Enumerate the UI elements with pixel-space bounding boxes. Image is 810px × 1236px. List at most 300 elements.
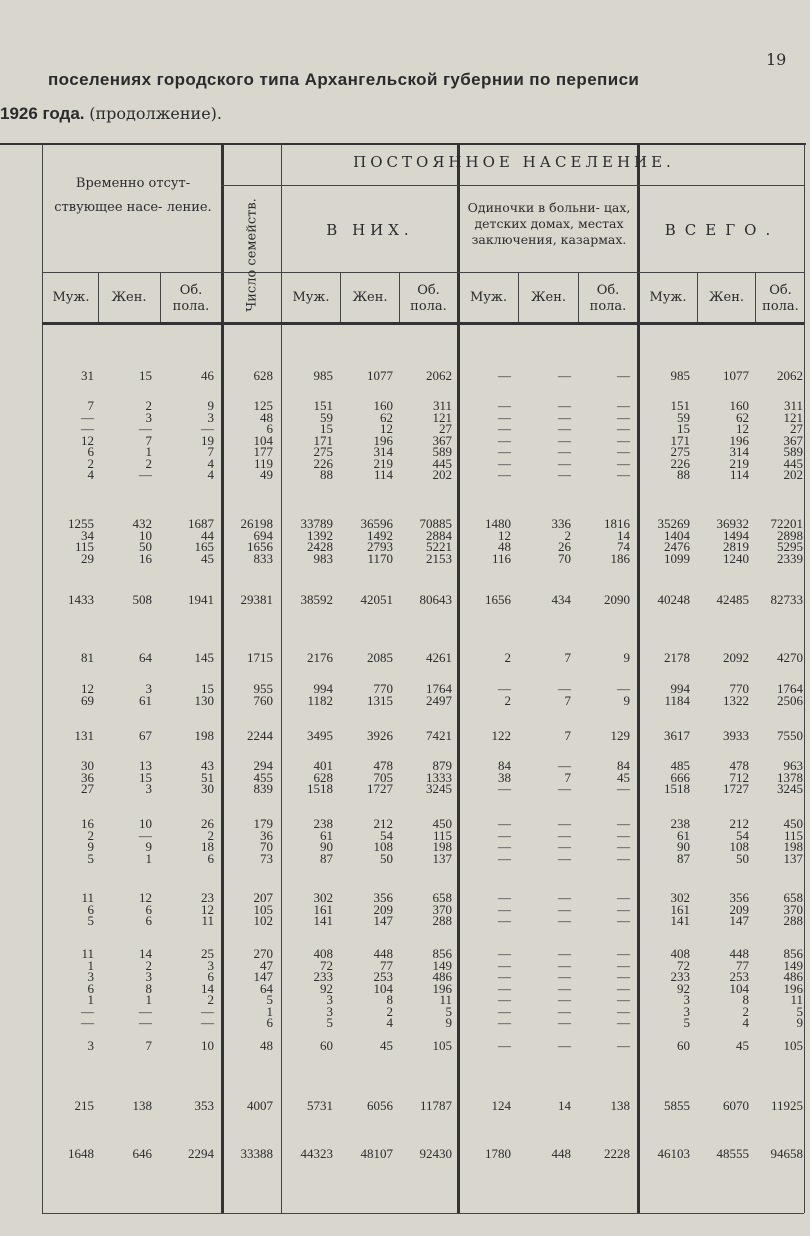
table-cell: 1255: [68, 516, 94, 531]
table-cell: 40248: [657, 592, 690, 607]
table-cell: 209: [373, 901, 393, 917]
table-row: [0, 550, 806, 566]
table-cell: —: [558, 946, 571, 961]
table-cell: 50: [139, 539, 152, 554]
table-cell: —: [558, 444, 571, 459]
table-cell: 33789: [300, 516, 333, 531]
table-cell: 9: [623, 692, 630, 708]
table-cell: —: [558, 913, 571, 928]
table-cell: 450: [783, 816, 803, 831]
table-cell: 2062: [777, 368, 803, 383]
table-cell: 760: [253, 692, 273, 708]
subheader-both: Об. пола.: [589, 283, 627, 314]
table-cell: —: [498, 1003, 511, 1019]
table-cell: 44: [201, 527, 214, 543]
table-cell: 1727: [723, 781, 749, 796]
table-cell: 59: [677, 409, 690, 425]
table-cell: 47: [260, 957, 273, 973]
table-cell: 14: [558, 1098, 571, 1113]
table-cell: 77: [380, 957, 393, 973]
table-cell: 202: [432, 467, 452, 482]
table-cell: 38: [498, 769, 511, 785]
table-cell: 4007: [247, 1098, 273, 1113]
table-cell: 67: [139, 728, 152, 743]
table-cell: —: [498, 980, 511, 996]
table-cell: 50: [380, 850, 393, 866]
table-cell: 196: [783, 980, 803, 996]
table-cell: 9: [623, 650, 630, 665]
table-cell: 994: [313, 681, 333, 696]
table-cell: 1780: [485, 1146, 511, 1161]
table-cell: 3: [145, 969, 152, 984]
table-cell: 2: [504, 650, 511, 665]
table-cell: —: [617, 1003, 630, 1019]
table-cell: 1: [145, 444, 152, 459]
table-cell: 833: [253, 550, 273, 566]
table-cell: 1322: [723, 692, 749, 708]
table-cell: 434: [551, 592, 571, 607]
table-cell: 36596: [360, 516, 393, 531]
table-cell: 2244: [247, 728, 273, 743]
table-cell: 12: [498, 527, 511, 543]
subheader-female: Жен.: [111, 290, 147, 305]
table-cell: 311: [783, 398, 803, 413]
table-cell: 72: [677, 957, 690, 973]
table-cell: 2294: [188, 1146, 214, 1161]
table-cell: 14: [201, 980, 214, 996]
table-cell: 1077: [723, 368, 749, 383]
table-cell: —: [558, 467, 571, 482]
table-cell: 15: [201, 681, 214, 696]
table-cell: 137: [783, 850, 803, 866]
subheader-male: Муж.: [469, 290, 508, 305]
table-cell: 1816: [604, 516, 630, 531]
table-cell: 87: [320, 850, 333, 866]
table-cell: 2: [564, 527, 571, 543]
table-cell: 6: [266, 1015, 273, 1030]
table-cell: —: [558, 839, 571, 854]
table-cell: 1480: [485, 516, 511, 531]
table-cell: —: [558, 681, 571, 696]
table-cell: 1: [87, 957, 94, 973]
table-cell: 151: [313, 398, 333, 413]
table-cell: —: [498, 1015, 511, 1030]
table-cell: 1392: [307, 527, 333, 543]
table-cell: —: [498, 850, 511, 866]
table-cell: 61: [139, 692, 152, 708]
table-cell: —: [558, 1003, 571, 1019]
table-cell: 11: [439, 992, 452, 1007]
table-cell: —: [558, 1038, 571, 1053]
table-cell: —: [498, 913, 511, 928]
table-cell: —: [617, 467, 630, 482]
table-cell: —: [617, 816, 630, 831]
table-row: [0, 1040, 806, 1052]
table-cell: —: [617, 1015, 630, 1030]
table-cell: —: [498, 368, 511, 383]
table-cell: 48: [498, 539, 511, 554]
table-cell: 45: [736, 1038, 749, 1053]
table-cell: 6: [207, 850, 214, 866]
table-cell: 2228: [604, 1146, 630, 1161]
table-cell: 15: [139, 769, 152, 785]
table-cell: 2793: [367, 539, 393, 554]
table-cell: 51: [201, 769, 214, 785]
table-cell: 1240: [723, 550, 749, 566]
table-cell: —: [617, 890, 630, 905]
table-cell: 70: [558, 550, 571, 566]
table-cell: 122: [491, 728, 511, 743]
table-cell: 1764: [777, 681, 803, 696]
table-cell: —: [201, 1015, 214, 1030]
table-cell: 2062: [426, 368, 452, 383]
table-cell: 50: [736, 850, 749, 866]
table-cell: 2: [145, 957, 152, 973]
table-cell: 485: [670, 758, 690, 773]
row-group: [0, 683, 806, 706]
table-cell: —: [617, 1038, 630, 1053]
table-cell: 1518: [664, 781, 690, 796]
table-cell: 45: [201, 550, 214, 566]
table-cell: 92: [677, 980, 690, 996]
table-cell: 2: [87, 455, 94, 471]
table-cell: 12: [201, 901, 214, 917]
table-row: [0, 370, 806, 382]
table-cell: 92: [320, 980, 333, 996]
table-cell: —: [617, 827, 630, 843]
table-cell: —: [139, 1003, 152, 1019]
table-cell: 3: [207, 409, 214, 425]
table-row: [0, 1100, 806, 1112]
table-cell: —: [139, 1015, 152, 1030]
subtitle-year: 1926 года.: [0, 104, 85, 123]
table-cell: 196: [729, 432, 749, 448]
table-cell: 5295: [777, 539, 803, 554]
table-cell: —: [617, 969, 630, 984]
table-cell: 124: [491, 1098, 511, 1113]
table-cell: 16: [139, 550, 152, 566]
table-cell: 54: [380, 827, 393, 843]
table-cell: —: [558, 980, 571, 996]
table-cell: —: [558, 901, 571, 917]
table-cell: 18: [201, 839, 214, 854]
table-cell: —: [617, 421, 630, 436]
table-cell: 7550: [777, 728, 803, 743]
table-cell: 6070: [723, 1098, 749, 1113]
table-cell: 27: [81, 781, 94, 796]
table-cell: 7: [564, 728, 571, 743]
row-group: [0, 400, 806, 481]
table-cell: 105: [783, 1038, 803, 1053]
table-cell: 370: [432, 901, 452, 917]
table-cell: 1099: [664, 550, 690, 566]
table-cell: —: [139, 421, 152, 436]
table-cell: 6: [87, 444, 94, 459]
table-cell: 35269: [657, 516, 690, 531]
row-group: [0, 818, 806, 864]
table-cell: 9: [445, 1015, 452, 1030]
table-cell: 70: [260, 839, 273, 854]
table-cell: 81: [81, 650, 94, 665]
table-cell: 5: [445, 1003, 452, 1019]
table-cell: 5: [87, 913, 94, 928]
table-cell: 15: [139, 368, 152, 383]
table-cell: 2090: [604, 592, 630, 607]
row-group: [0, 370, 806, 382]
table-cell: 70885: [419, 516, 452, 531]
table-cell: 87: [677, 850, 690, 866]
table-cell: 356: [373, 890, 393, 905]
table-cell: 198: [194, 728, 214, 743]
table-cell: 2506: [777, 692, 803, 708]
table-cell: 4: [87, 467, 94, 482]
table-cell: —: [617, 913, 630, 928]
table-cell: 856: [432, 946, 452, 961]
table-cell: 171: [670, 432, 690, 448]
table-cell: 26: [558, 539, 571, 554]
table-cell: 25: [201, 946, 214, 961]
table-cell: 445: [783, 455, 803, 471]
table-cell: 356: [729, 890, 749, 905]
header-total: ВСЕГО.: [664, 221, 780, 239]
table-row: [0, 915, 806, 927]
subtitle-continuation: (продолжение).: [89, 104, 223, 123]
table-cell: 1: [87, 992, 94, 1007]
table-cell: 186: [610, 550, 630, 566]
table-cell: 90: [677, 839, 690, 854]
table-cell: 36: [81, 769, 94, 785]
table-cell: 196: [432, 980, 452, 996]
table-cell: 233: [313, 969, 333, 984]
table-cell: 589: [783, 444, 803, 459]
table-cell: 3: [145, 681, 152, 696]
table-cell: 11: [201, 913, 214, 928]
table-cell: 4261: [426, 650, 452, 665]
table-cell: 27: [439, 421, 452, 436]
table-cell: 370: [783, 901, 803, 917]
table-cell: 108: [729, 839, 749, 854]
page-subtitle: [0, 104, 222, 124]
table-cell: —: [617, 980, 630, 996]
table-cell: 160: [729, 398, 749, 413]
table-cell: 5: [266, 992, 273, 1007]
table-cell: 4: [207, 455, 214, 471]
table-cell: —: [558, 781, 571, 796]
table-cell: 448: [373, 946, 393, 961]
table-cell: —: [201, 421, 214, 436]
table-cell: 4: [386, 1015, 393, 1030]
table-cell: 288: [783, 913, 803, 928]
table-cell: 2: [145, 455, 152, 471]
table-cell: 215: [74, 1098, 94, 1113]
table-cell: 69: [81, 692, 94, 708]
table-cell: 121: [783, 409, 803, 425]
table-cell: —: [498, 890, 511, 905]
table-cell: 90: [320, 839, 333, 854]
table-cell: 171: [313, 432, 333, 448]
table-cell: 61: [677, 827, 690, 843]
table-cell: —: [139, 467, 152, 482]
table-cell: 450: [432, 816, 452, 831]
table-cell: 198: [432, 839, 452, 854]
table-cell: 226: [670, 455, 690, 471]
table-cell: 2178: [664, 650, 690, 665]
table-cell: 486: [783, 969, 803, 984]
table-cell: 253: [729, 969, 749, 984]
table-cell: 115: [74, 539, 94, 554]
page-number: 19: [766, 50, 787, 69]
table-cell: 7: [564, 769, 571, 785]
table-cell: —: [81, 409, 94, 425]
table-cell: 219: [373, 455, 393, 471]
table-cell: 3245: [426, 781, 452, 796]
table-cell: —: [558, 398, 571, 413]
table-cell: 963: [783, 758, 803, 773]
table-cell: 161: [313, 901, 333, 917]
table-cell: 589: [432, 444, 452, 459]
table-cell: 179: [253, 816, 273, 831]
table-cell: 115: [432, 827, 452, 843]
table-cell: 2: [742, 1003, 749, 1019]
table-cell: 7: [145, 432, 152, 448]
table-cell: 2: [207, 992, 214, 1007]
table-cell: 104: [253, 432, 273, 448]
table-cell: 16: [81, 816, 94, 831]
table-cell: —: [558, 850, 571, 866]
table-cell: 1315: [367, 692, 393, 708]
table-cell: 7: [207, 444, 214, 459]
table-cell: 401: [313, 758, 333, 773]
table-cell: —: [617, 850, 630, 866]
table-cell: 5: [683, 1015, 690, 1030]
table-cell: 151: [670, 398, 690, 413]
table-cell: 60: [320, 1038, 333, 1053]
table-cell: 3617: [664, 728, 690, 743]
table-cell: 238: [313, 816, 333, 831]
table-cell: 1715: [247, 650, 273, 665]
table-cell: —: [617, 368, 630, 383]
row-group: [0, 518, 806, 564]
table-cell: 19: [201, 432, 214, 448]
table-cell: 11: [81, 946, 94, 961]
table-cell: 26198: [240, 516, 273, 531]
table-cell: 12: [81, 432, 94, 448]
table-cell: —: [558, 455, 571, 471]
table-cell: 6: [145, 901, 152, 917]
table-cell: 3: [683, 1003, 690, 1019]
table-cell: 49: [260, 467, 273, 482]
table-cell: 2898: [777, 527, 803, 543]
table-cell: 6: [145, 913, 152, 928]
table-cell: 408: [670, 946, 690, 961]
table-cell: 2819: [723, 539, 749, 554]
table-cell: 856: [783, 946, 803, 961]
table-cell: 11: [790, 992, 803, 1007]
table-row: [0, 1017, 806, 1029]
table-row: [0, 850, 806, 866]
table-cell: —: [617, 839, 630, 854]
table-cell: 94658: [770, 1146, 803, 1161]
table-cell: 129: [610, 728, 630, 743]
table-cell: 302: [670, 890, 690, 905]
table-cell: 4: [742, 1015, 749, 1030]
table-cell: 2: [87, 827, 94, 843]
page-title: поселениях городского типа Архангельской губернии по переписи: [48, 70, 640, 89]
table-cell: 839: [253, 781, 273, 796]
table-cell: 983: [313, 550, 333, 566]
table-cell: 14: [139, 946, 152, 961]
table-cell: 508: [132, 592, 152, 607]
table-cell: 10: [139, 527, 152, 543]
table-cell: 314: [729, 444, 749, 459]
table-cell: 196: [373, 432, 393, 448]
table-cell: 478: [373, 758, 393, 773]
table-cell: 131: [74, 728, 94, 743]
table-cell: 149: [783, 957, 803, 973]
table-cell: 1333: [426, 769, 452, 785]
table-cell: —: [558, 368, 571, 383]
table-cell: 275: [313, 444, 333, 459]
table-cell: 84: [617, 758, 630, 773]
table-cell: 138: [132, 1098, 152, 1113]
table-cell: —: [139, 827, 152, 843]
table-cell: 7: [145, 1038, 152, 1053]
table-cell: 6056: [367, 1098, 393, 1113]
subheader-female: Жен.: [530, 290, 567, 305]
table-cell: —: [498, 421, 511, 436]
table-cell: 125: [253, 398, 273, 413]
table-cell: 2085: [367, 650, 393, 665]
table-cell: —: [498, 1038, 511, 1053]
table-cell: 212: [373, 816, 393, 831]
table-cell: 147: [253, 969, 273, 984]
table-cell: 712: [729, 769, 749, 785]
table-cell: 105: [253, 901, 273, 917]
table-cell: 2: [386, 1003, 393, 1019]
table-cell: —: [498, 398, 511, 413]
table-row: [0, 594, 806, 606]
table-cell: 226: [313, 455, 333, 471]
table-cell: —: [81, 1003, 94, 1019]
table-cell: 994: [670, 681, 690, 696]
table-cell: 48107: [360, 1146, 393, 1161]
table-cell: 1: [145, 850, 152, 866]
table-cell: 3: [145, 781, 152, 796]
table-cell: 1518: [307, 781, 333, 796]
table-cell: 2: [145, 398, 152, 413]
table-cell: —: [617, 444, 630, 459]
table-cell: 2476: [664, 539, 690, 554]
table-cell: 104: [373, 980, 393, 996]
table-cell: 1077: [367, 368, 393, 383]
row-group: [0, 594, 806, 606]
table-cell: 5: [796, 1003, 803, 1019]
table-cell: 108: [373, 839, 393, 854]
table-cell: 5: [87, 850, 94, 866]
table-cell: 448: [551, 1146, 571, 1161]
table-cell: 2428: [307, 539, 333, 554]
table-cell: —: [498, 681, 511, 696]
table-cell: 486: [432, 969, 452, 984]
table-cell: 141: [670, 913, 690, 928]
table-cell: 2884: [426, 527, 452, 543]
row-group: [0, 730, 806, 742]
table-cell: —: [498, 969, 511, 984]
table-cell: 116: [491, 550, 511, 566]
table-cell: 7: [564, 692, 571, 708]
table-cell: —: [498, 444, 511, 459]
table-cell: 31: [81, 368, 94, 383]
